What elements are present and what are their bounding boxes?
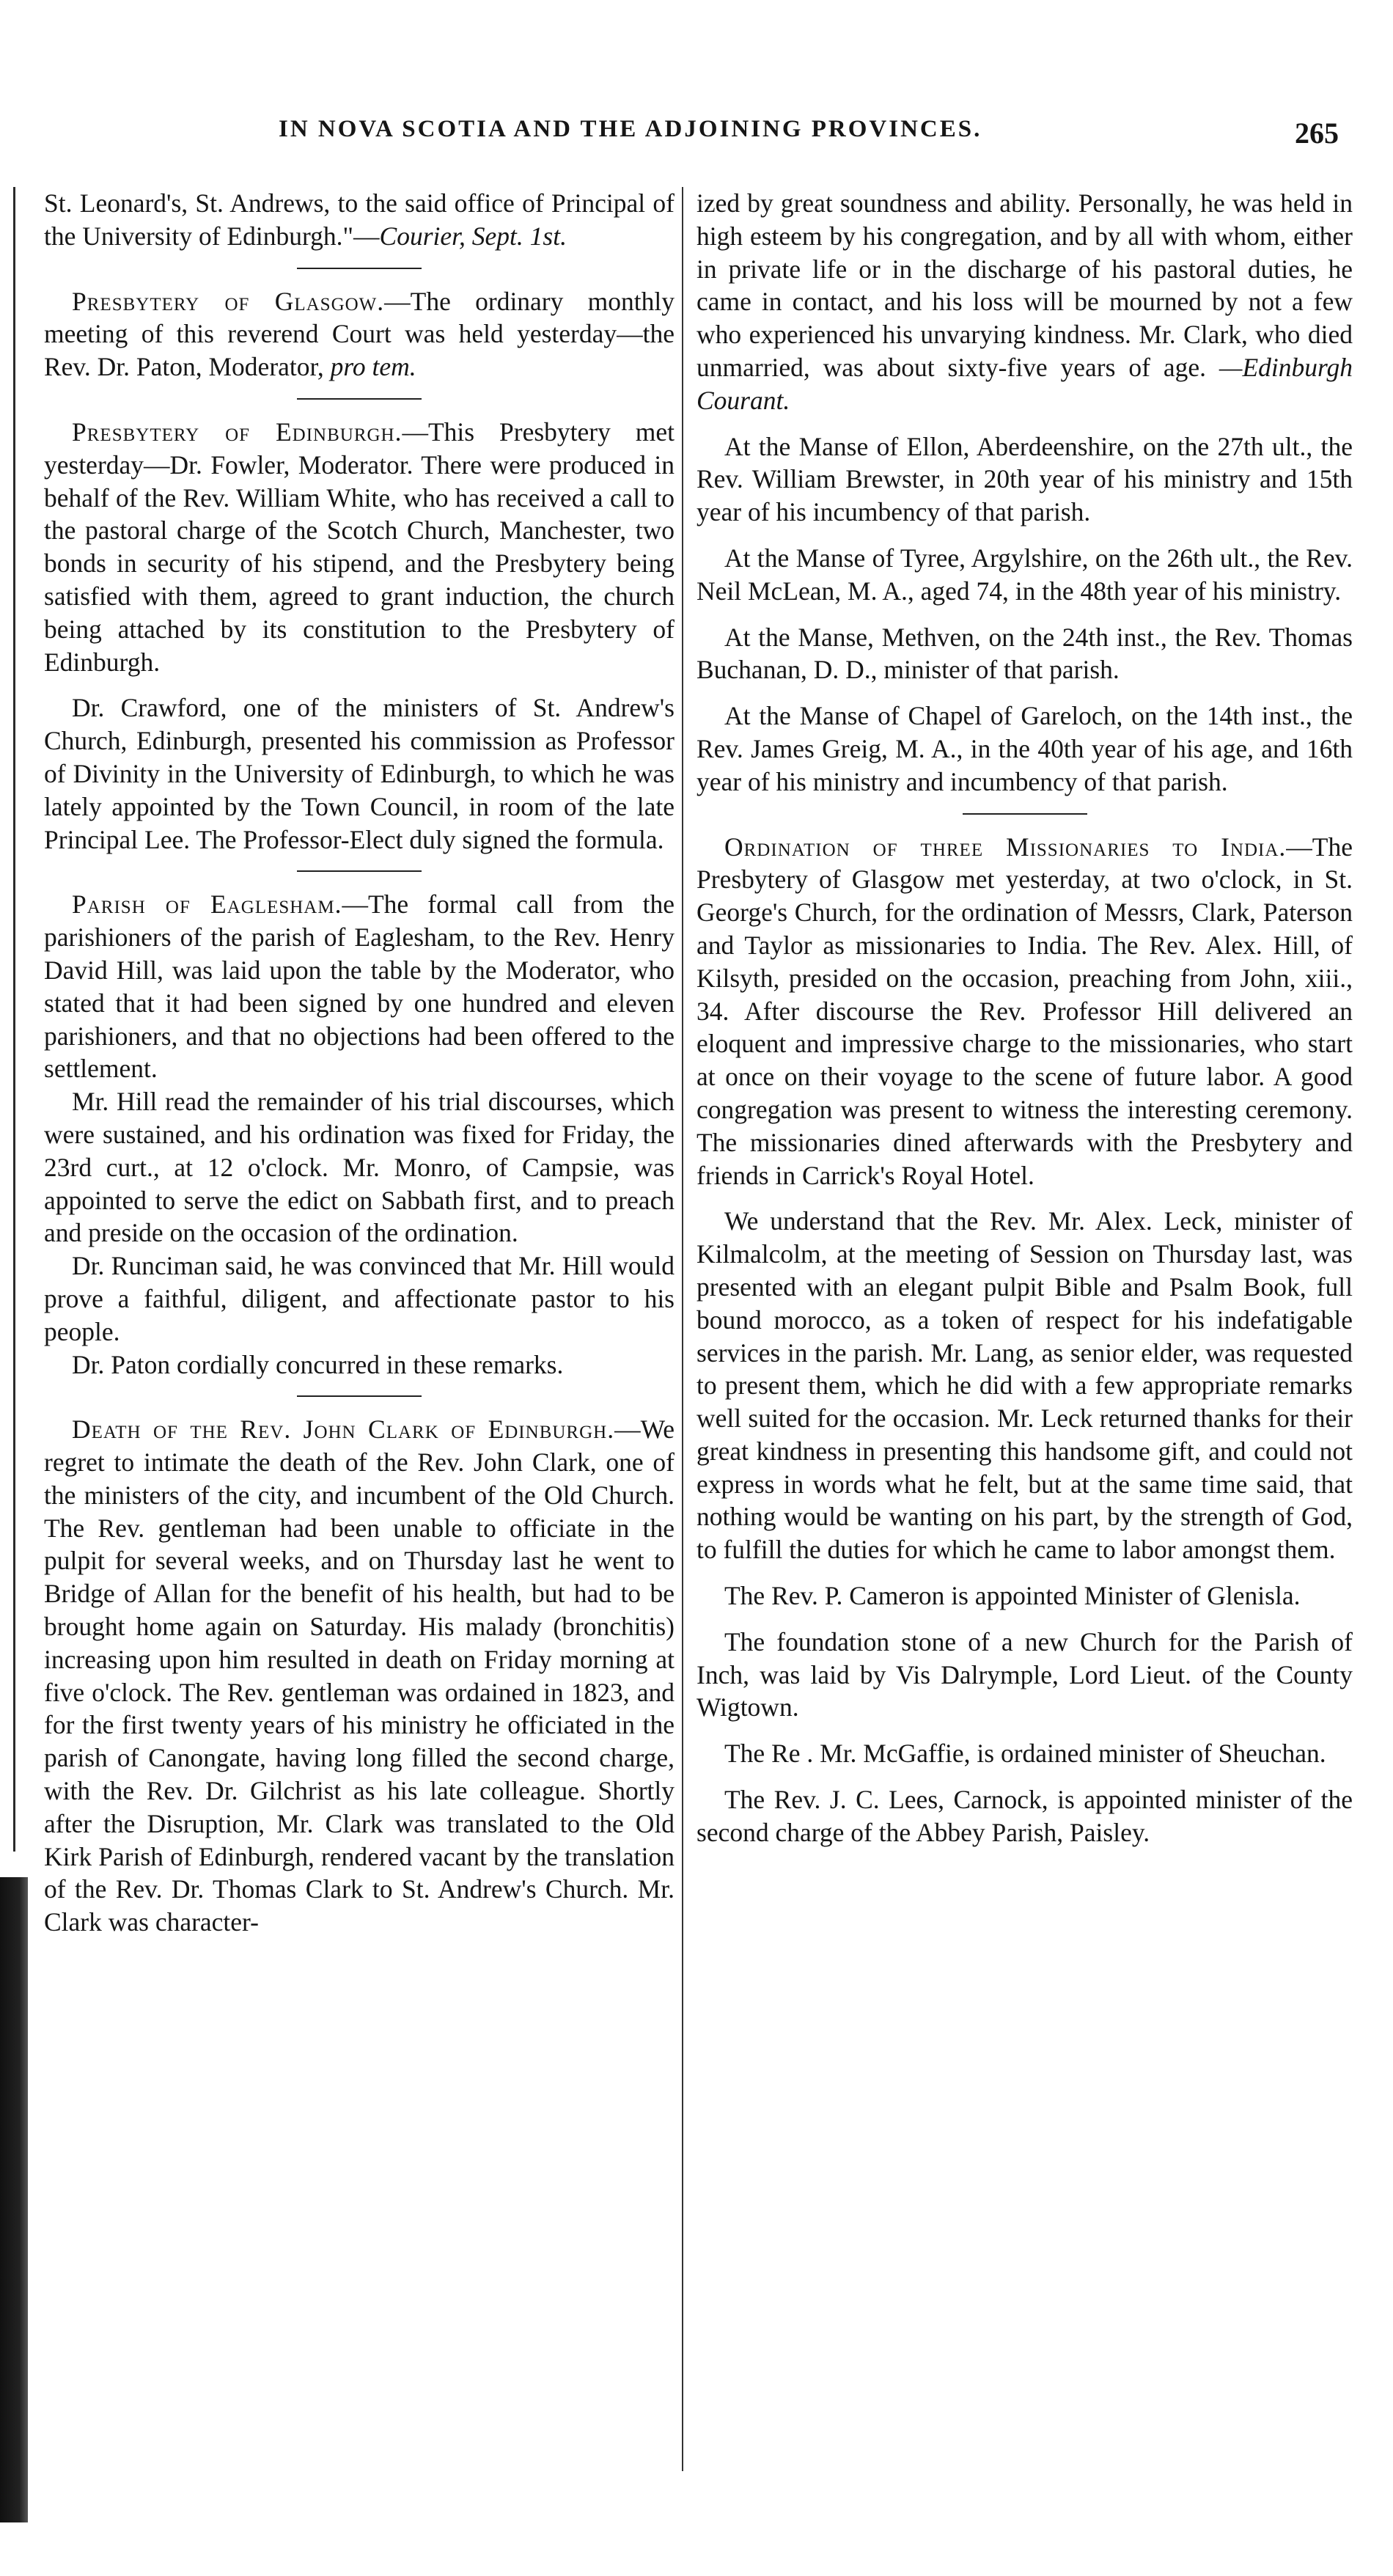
running-title: IN NOVA SCOTIA AND THE ADJOINING PROVINCES.: [279, 116, 982, 142]
left-column: [44, 187, 675, 2489]
column-divider: [682, 187, 683, 2471]
scan-edge-shadow: [0, 1877, 28, 2522]
section-separator: [297, 398, 422, 400]
paragraph: Dr. Paton cordially concurred in these remarks.: [72, 1349, 564, 1379]
article-principal-appointment: St. Leonard's, St. Andrews, to the said office of Principal of the University of Edinburgh."—Courier, Sept. 1st.: [44, 188, 675, 251]
article-presbytery-glasgow: Presbytery of Glasgow.—The ordinary monthly meeting of this reverend Court was held yesterday—the Rev. Dr. Paton, Moderator, pro tem.: [44, 286, 675, 382]
source-citation: Courier, Sept. 1st.: [379, 221, 567, 251]
paragraph: Dr. Runciman said, he was convinced that Mr. Hill would prove a faithful, diligent, and affectionate pastor to his people.: [44, 1251, 675, 1346]
obituary-tyree: At the Manse of Tyree, Argylshire, on the 26th ult., the Rev. Neil McLean, M. A., aged 74, in the 48th year of his ministry.: [696, 543, 1353, 606]
article-death-john-clark: Death of the Rev. John Clark of Edinburgh.—We regret to intimate the death of the Rev. John Clark, one of the ministers of the city, and incumbent of the Old Church. The Rev. gentleman had been unable to officiate in the pulpit for several weeks, and on Thursday last he went to Bridge of Allan for the benefit of his health, but had to be brought home again on Saturday. His malady (bronchitis) increasing upon him resulted in death on Friday morning at five o'clock. The Rev. gentleman was ordained in 1823, and for the first twenty years of his ministry he officiated in the parish of Canongate, having long filled the second charge, with the Rev. Dr. Gilchrist as his late colleague. Shortly after the Disruption, Mr. Clark was translated to the Old Kirk Parish of Edinburgh, rendered vacant by the translation of the Rev. Dr. Thomas Clark to St. Andrew's Church. Mr. Clark was character-: [44, 1414, 675, 1937]
article-death-john-clark-continued: ized by great soundness and ability. Personally, he was held in high esteem by his congregation, and by all with whom, either in private life or in the discharge of his pastoral duties, he came in contact, and his loss will be mourned by not a few who experienced his unvarying kindness. Mr. Clark, who died unmarried, was about sixty-five years of age. —Edinburgh Courant.: [696, 188, 1353, 415]
section-heading: Presbytery of Glasgow.: [72, 286, 385, 316]
section-heading: Ordination of three Missionaries to India.: [724, 832, 1287, 862]
page-header: [0, 116, 1393, 160]
section-heading: Presbytery of Edinburgh.: [72, 417, 403, 447]
source-citation: —Edinburgh Courant.: [696, 352, 1353, 415]
notice-mcgaffie: The Re . Mr. McGaffie, is ordained minister of Sheuchan.: [724, 1739, 1326, 1769]
paragraph: Mr. Hill read the remainder of his trial discourses, which were sustained, and his ordination was fixed for Friday, the 23rd curt., at 12 o'clock. Mr. Monro, of Campsie, was appointed to serve the edict on Sabbath first, and to preach and preside on the occasion of the ordination.: [44, 1087, 675, 1248]
left-margin-rule: [13, 187, 15, 1852]
obituary-gareloch: At the Manse of Chapel of Gareloch, on the 14th inst., the Rev. James Greig, M. A., in the 40th year of his age, and 16th year of his ministry and incumbency of that parish.: [696, 701, 1353, 796]
notice-lees: The Rev. J. C. Lees, Carnock, is appointed minister of the second charge of the Abbey Parish, Paisley.: [696, 1785, 1353, 1847]
article-leck-presentation: We understand that the Rev. Mr. Alex. Leck, minister of Kilmalcolm, at the meeting of Session on Thursday last, was presented with an elegant pulpit Bible and Psalm Book, full bound morocco, as a token of respect for his indefatigable services in the parish. Mr. Lang, as senior elder, was requested to present them, which he did with a few appropriate remarks well suited for the occasion. Mr. Leck returned thanks for their great kindness in presenting this handsome gift, and could not express in words what he felt, but at the same time said, that nothing would be wanting on his part, by the strength of God, to fulfill the duties for which he came to labor amongst them.: [696, 1206, 1353, 1565]
page-number: 265: [1295, 117, 1339, 150]
article-ordination-missionaries: Ordination of three Missionaries to India.—The Presbytery of Glasgow met yesterday, at two o'clock, in St. George's Church, for the ordination of Messrs, Clark, Paterson and Taylor as missionaries to India. The Rev. Alex. Hill, of Kilsyth, presided on the occasion, preaching from John, xiii., 34. After discourse the Rev. Professor Hill delivered an eloquent and impressive charge to the missionaries, who start at once on their voyage to the scene of future labor. A good congregation was present to witness the interesting ceremony. The missionaries dined afterwards with the Presbytery and friends in Carrick's Royal Hotel.: [696, 832, 1353, 1190]
section-separator: [297, 268, 422, 269]
right-column: [696, 187, 1353, 2489]
section-separator: [297, 1395, 422, 1397]
section-heading: Parish of Eaglesham.: [72, 889, 342, 920]
obituary-methven: At the Manse, Methven, on the 24th inst., the Rev. Thomas Buchanan, D. D., minister of that parish.: [696, 622, 1353, 685]
notice-cameron: The Rev. P. Cameron is appointed Minister of Glenisla.: [724, 1581, 1301, 1611]
section-separator: [297, 870, 422, 872]
article-presbytery-edinburgh: Presbytery of Edinburgh.—This Presbytery met yesterday—Dr. Fowler, Moderator. There were produced in behalf of the Rev. William White, who has received a call to the pastoral charge of the Scotch Church, Manchester, two bonds in security of his stipend, and the Presbytery being satisfied with them, agreed to grant induction, the church being attached by its constitution to the Presbytery of Edinburgh.: [44, 417, 675, 677]
notice-inch-church: The foundation stone of a new Church for the Parish of Inch, was laid by Vis Dalrymple, Lord Lieut. of the County Wigtown.: [696, 1626, 1353, 1722]
article-parish-eaglesham: Parish of Eaglesham.—The formal call from the parishioners of the parish of Eaglesham, to the Rev. Henry David Hill, was laid upon the table by the Moderator, who stated that it had been signed by one hundred and eleven parishioners, and that no objections had been offered to the settlement.: [44, 889, 675, 1084]
obituary-ellon: At the Manse of Ellon, Aberdeenshire, on the 27th ult., the Rev. William Brewster, in 20th year of his ministry and 15th year of his incumbency of that parish.: [696, 431, 1353, 527]
section-separator: [963, 813, 1087, 815]
paragraph: Dr. Crawford, one of the ministers of St. Andrew's Church, Edinburgh, presented his commission as Professor of Divinity in the University of Edinburgh, to which he was lately appointed by the Town Council, in room of the late Principal Lee. The Professor-Elect duly signed the formula.: [44, 693, 675, 854]
section-heading: Death of the Rev. John Clark of Edinburgh.: [72, 1414, 615, 1445]
